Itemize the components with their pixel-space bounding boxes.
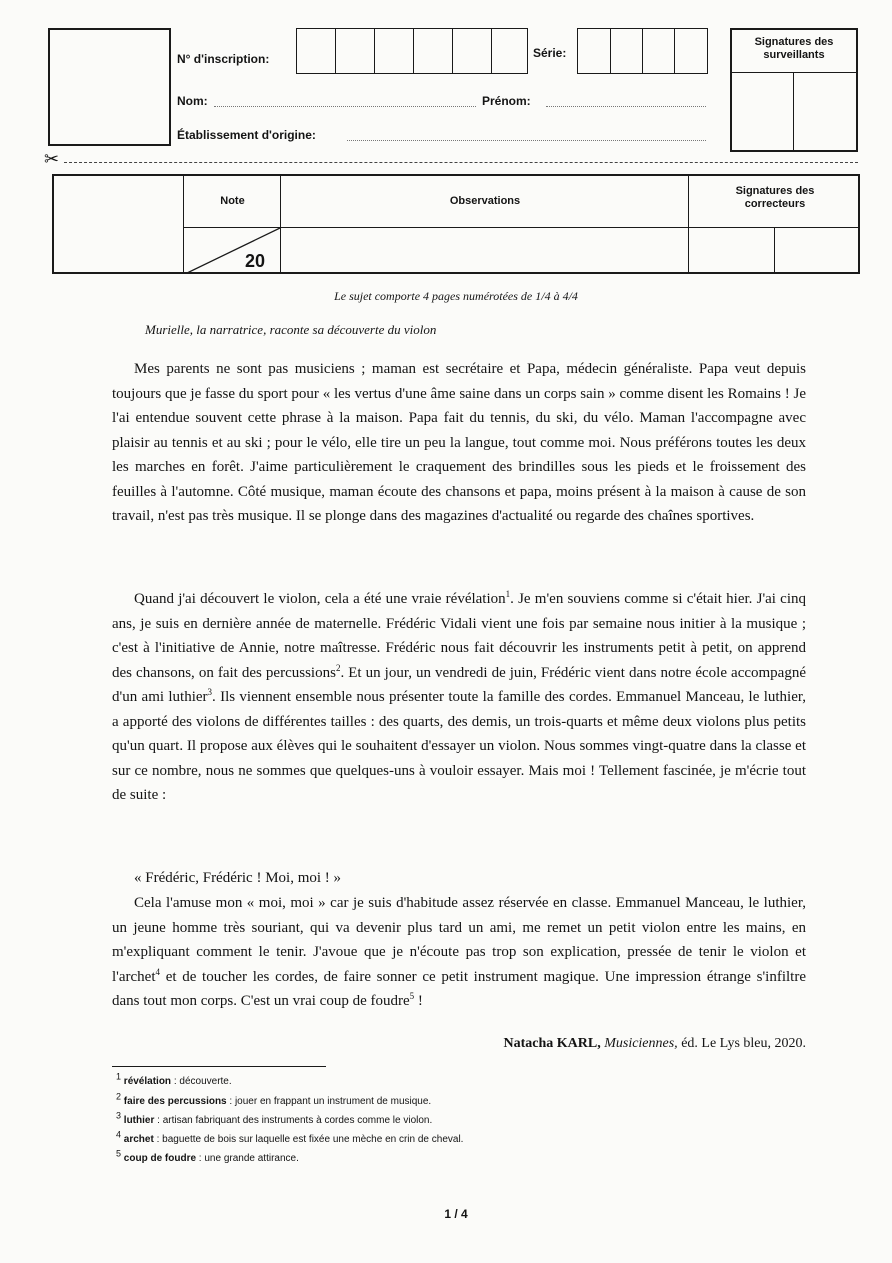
page-number: 1 / 4 (444, 1207, 468, 1221)
scissors-icon: ✂ (44, 149, 60, 169)
paragraph-2: Quand j'ai découvert le violon, cela a été une vraie révélation$^1$. Je m'en souviens comme si c'était hier. J'ai cinq ans, je suis en dernière année de maternelle. Frédéric Vidali vient une fois par semaine nous initier à la musique ; c'est à l'initiative de Annie, notre maîtresse. Frédéric nous fait découvrir les instruments petit à petit, on apprend des chansons, on fait des percussions$^2$. Et un jour, un vendredi de juin, Frédéric vient dans notre école accompagné d'un ami luthier$^3$. Ils viennent ensemble nous présenter toute la famille des cordes. Emmanuel Manceau, le luthier, a apporté des violons de différentes tailles : des quarts, des demis, un trois-quarts et même deux violons plus petits qu'un quart. Il propose aux élèves qui le souhaitent d'essayer un violon. Nous sommes vingt-quatre dans la classe et sur ce nombre, nous ne sommes que quelques-uns à vouloir essayer. Mais moi ! Tellement fascinée, je m'écrie tout de suite : (112, 589, 806, 803)
footnote-ref-3: 3 (207, 687, 213, 697)
footnote-3: $^3$ luthier : artisan fabriquant des instruments à cordes comme le violon. (116, 1110, 433, 1126)
paragraph-3: « Frédéric, Frédéric ! Moi, moi ! » (134, 870, 342, 886)
footnote-5: $^5$ coup de foudre : une grande attirance. (116, 1148, 299, 1164)
footnote-ref-5: 5 (409, 991, 415, 1001)
etablissement-field[interactable] (347, 140, 706, 141)
correcteurs-header: Signatures des correcteurs (735, 185, 815, 210)
note-header: Note (220, 195, 245, 207)
footnote-separator (112, 1066, 326, 1067)
footnote-4: $^4$ archet : baguette de bois sur laquelle est fixée une mèche en crin de cheval. (116, 1129, 464, 1145)
citation (503, 1036, 806, 1052)
footnote-1: $^1$ révélation : découverte. (116, 1071, 232, 1087)
footnote-ref-2: 2 (335, 662, 341, 673)
note-denominator: 20 (245, 251, 266, 271)
prenom-field[interactable] (546, 106, 706, 107)
observations-field[interactable] (282, 229, 687, 274)
cut-line (64, 162, 858, 163)
intro-line: Murielle, la narratrice, raconte sa découverte du violon (145, 322, 437, 337)
subject-note: Le sujet comporte 4 pages numérotées de 1/4 à 4/4 (334, 289, 578, 303)
observations-header: Observations (449, 195, 521, 207)
surveillants-label: Signatures des surveillants (754, 36, 834, 61)
inscription-label: N° d'inscription: (177, 52, 270, 66)
etablissement-label: Établissement d'origine: (177, 128, 316, 142)
footnote-ref-4: 4 (155, 966, 161, 977)
paragraph-1: Mes parents ne sont pas musiciens ; maman est secrétaire et Papa, médecin généraliste. Papa veut depuis toujours que je fasse du sport pour « les vertus d'une âme saine dans un corps sain » comme disent les Romains ! Je l'ai entendue souvent cette phrase à la maison. Papa fait du tennis, du ski, du vélo. Maman l'accompagne avec plaisir au tennis et au ski ; pour le vélo, elle tire un peu la langue, tout comme moi. Nous préférons toutes les deux les marches en forêt. J'aime particulièrement le craquement des brindilles sous les pieds et le froissement des feuilles à l'automne. Côté musique, maman écoute des chansons et papa, moins présent à la maison à cause de son travail, n'est pas très musique. Il se plonge dans des magazines d'actualité ou regarde des chaînes sportives. (112, 361, 806, 524)
note-diagonal (185, 228, 280, 274)
prenom-label: Prénom: (482, 94, 531, 108)
inscription-boxes[interactable] (296, 28, 528, 74)
grading-table (52, 174, 860, 274)
surveillants-box (730, 28, 858, 152)
serie-boxes[interactable] (577, 28, 708, 74)
photo-box (48, 28, 171, 146)
citation-edition: éd. Le Lys bleu, 2020. (681, 1036, 806, 1051)
nom-field[interactable] (214, 106, 476, 107)
serie-label: Série: (533, 46, 567, 60)
citation-author: Natacha KARL, (503, 1036, 601, 1051)
footnote-2: $^2$ faire des percussions : jouer en frappant un instrument de musique. (116, 1091, 432, 1107)
citation-work: Musiciennes, (604, 1036, 678, 1051)
footnote-ref-1: 1 (505, 589, 511, 599)
paragraph-4: Cela l'amuse mon « moi, moi » car je suis d'habitude assez réservée en classe. Emmanuel Manceau, le luthier, un jeune homme très souriant, qui va devenir plus tard un ami, me remet un petit violon entre les mains, en m'expliquant comment le tenir. J'avoue que je n'écoute pas trop son explication, pressée de tenir le violon et l'archet$^4$ et de toucher les cordes, de faire sonner ce petit instrument magique. Une impression étrange s'infiltre dans tout mon corps. C'est un vrai coup de foudre$^5$ ! (112, 895, 806, 1009)
nom-label: Nom: (177, 94, 208, 108)
